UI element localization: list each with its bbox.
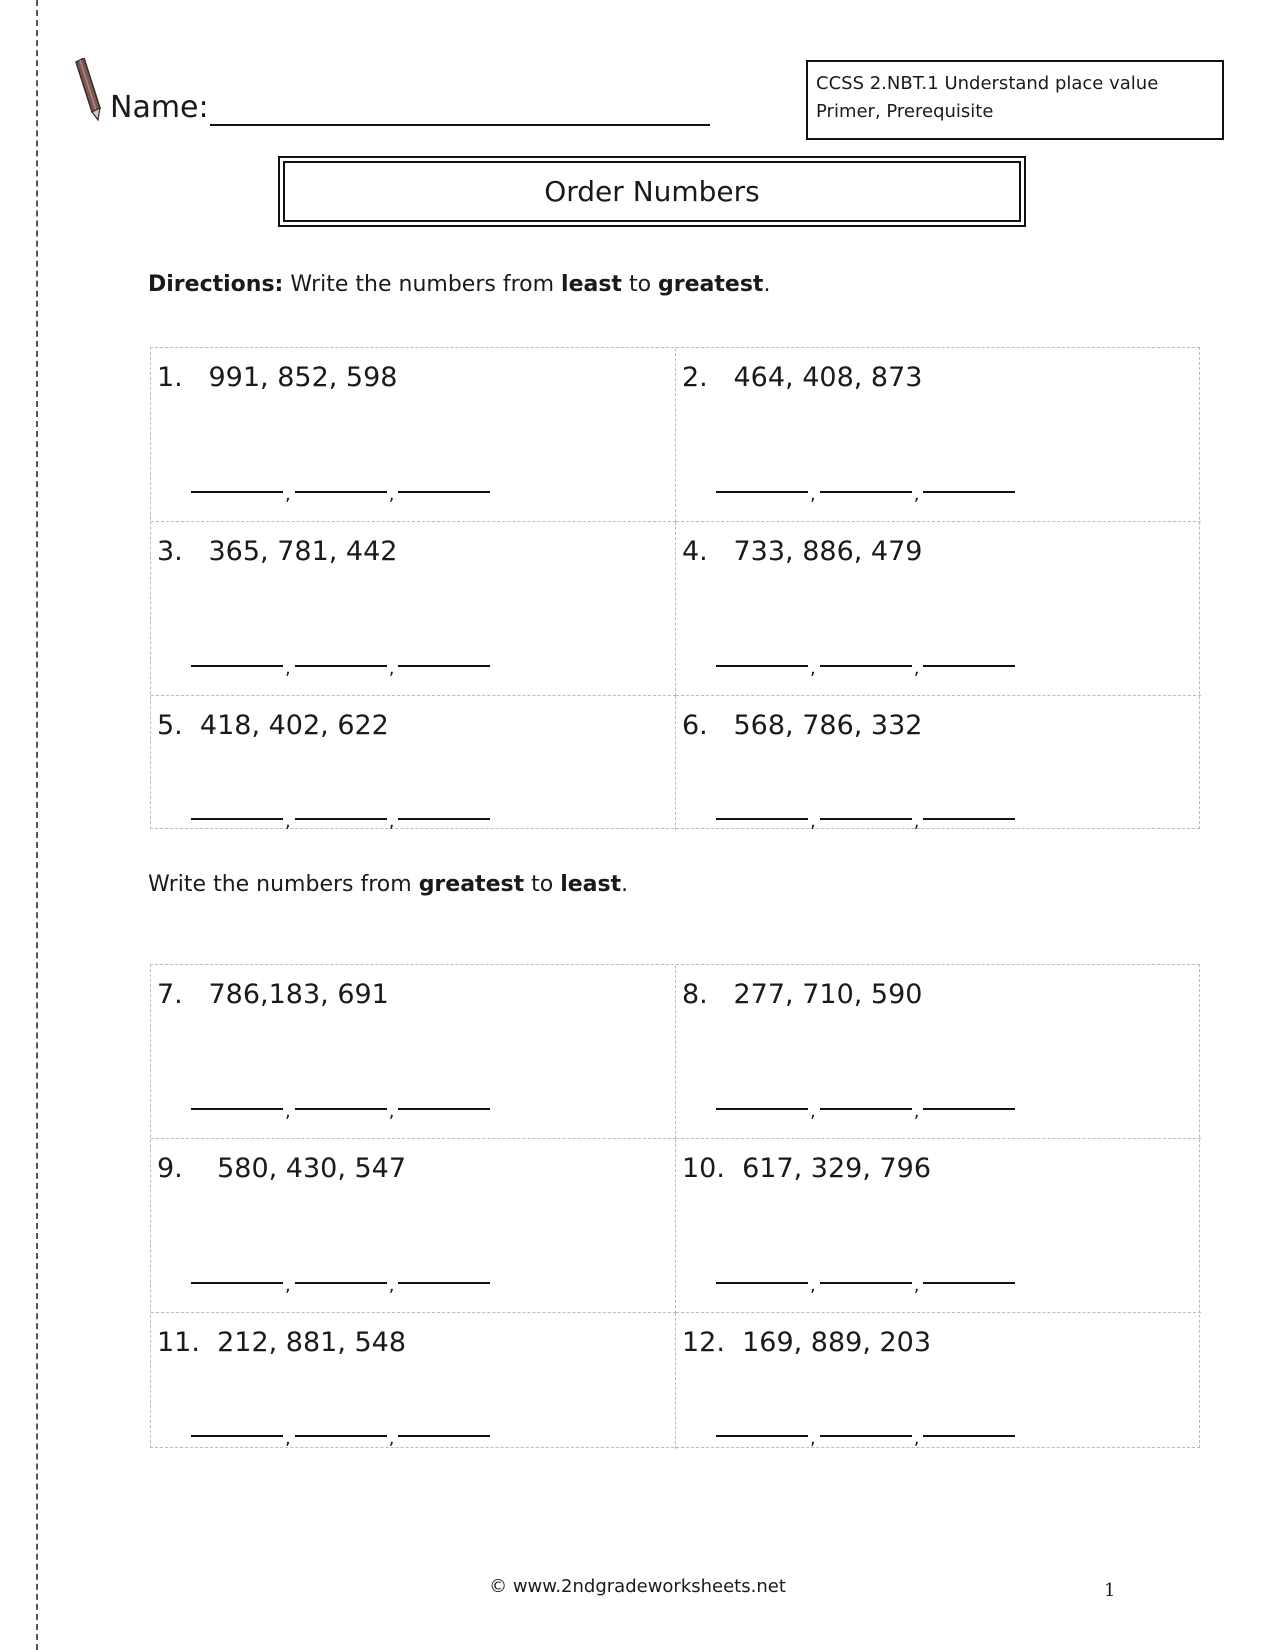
answer-blanks	[191, 808, 490, 832]
footer-copyright: © www.2ndgradeworksheets.net	[489, 1576, 786, 1597]
answer-blank[interactable]	[295, 489, 387, 493]
comma: ,	[913, 1275, 920, 1296]
answer-blank[interactable]	[923, 1433, 1015, 1437]
directions-least: least	[561, 272, 622, 297]
answer-blank[interactable]	[295, 1433, 387, 1437]
answer-blank[interactable]	[820, 1280, 912, 1284]
answer-blank[interactable]	[923, 816, 1015, 820]
instruction2-greatest: greatest	[418, 872, 525, 897]
comma: ,	[285, 484, 291, 505]
answer-blank[interactable]	[295, 1280, 387, 1284]
comma: ,	[285, 1101, 291, 1122]
comma: ,	[285, 1275, 291, 1296]
answer-blanks	[716, 1098, 1015, 1122]
name-label: Name:	[110, 90, 209, 125]
answer-blanks	[716, 808, 1015, 832]
directions-greatest: greatest	[658, 272, 764, 297]
page-number: 1	[1104, 1580, 1116, 1601]
answer-blanks	[191, 1272, 490, 1296]
problem-cell	[676, 522, 1201, 696]
comma: ,	[913, 484, 920, 505]
problem-text: 5. 418, 402, 622	[157, 710, 389, 741]
instruction2-text: Write the numbers from	[148, 872, 419, 897]
directions-to: to	[621, 272, 659, 297]
directions-period: .	[763, 272, 771, 297]
problem-text: 2. 464, 408, 873	[682, 362, 923, 393]
answer-blank[interactable]	[820, 1433, 912, 1437]
answer-blanks	[716, 481, 1015, 505]
answer-blanks	[191, 1425, 490, 1449]
comma: ,	[388, 811, 395, 832]
answer-blank[interactable]	[295, 663, 387, 667]
problem-cell	[151, 348, 676, 522]
problem-cell	[676, 965, 1201, 1139]
comma: ,	[913, 1101, 920, 1122]
answer-blank[interactable]	[716, 663, 808, 667]
instruction2-least: least	[560, 872, 622, 897]
answer-blank[interactable]	[923, 663, 1015, 667]
comma: ,	[913, 1428, 920, 1449]
comma: ,	[810, 658, 816, 679]
answer-blank[interactable]	[398, 1280, 490, 1284]
answer-blank[interactable]	[398, 1106, 490, 1110]
standard-line-2: Primer, Prerequisite	[816, 101, 994, 122]
comma: ,	[285, 811, 291, 832]
answer-blank[interactable]	[923, 489, 1015, 493]
answer-blank[interactable]	[716, 489, 808, 493]
comma: ,	[810, 811, 816, 832]
name-write-line[interactable]	[210, 124, 710, 126]
page-title: Order Numbers	[283, 161, 1021, 222]
comma: ,	[285, 658, 291, 679]
answer-blank[interactable]	[191, 816, 283, 820]
answer-blank[interactable]	[716, 1280, 808, 1284]
problem-text: 7. 786,183, 691	[157, 979, 389, 1010]
answer-blanks	[716, 1425, 1015, 1449]
standard-line-1: CCSS 2.NBT.1 Understand place value	[816, 73, 1159, 94]
answer-blank[interactable]	[398, 663, 490, 667]
answer-blanks	[191, 1098, 490, 1122]
directions-text: Write the numbers from	[283, 272, 562, 297]
answer-blank[interactable]	[820, 816, 912, 820]
answer-blank[interactable]	[923, 1106, 1015, 1110]
instruction-greatest-to-least	[148, 872, 628, 897]
problem-text: 3. 365, 781, 442	[157, 536, 398, 567]
comma: ,	[913, 811, 920, 832]
standard-box	[806, 60, 1224, 140]
answer-blank[interactable]	[716, 816, 808, 820]
answer-blanks	[716, 655, 1015, 679]
problem-text: 9. 580, 430, 547	[157, 1153, 407, 1184]
answer-blanks	[191, 655, 490, 679]
comma: ,	[810, 1101, 816, 1122]
answer-blank[interactable]	[191, 489, 283, 493]
answer-blank[interactable]	[191, 1433, 283, 1437]
margin-dashed-line	[36, 0, 38, 1650]
comma: ,	[388, 1275, 395, 1296]
comma: ,	[810, 1275, 816, 1296]
comma: ,	[913, 658, 920, 679]
problem-cell	[151, 1313, 676, 1449]
problem-text: 6. 568, 786, 332	[682, 710, 923, 741]
problem-cell	[676, 1313, 1201, 1449]
answer-blank[interactable]	[923, 1280, 1015, 1284]
comma: ,	[388, 1428, 395, 1449]
problem-text: 12. 169, 889, 203	[682, 1327, 932, 1358]
problems-grid-1	[150, 347, 1200, 832]
answer-blank[interactable]	[398, 816, 490, 820]
answer-blank[interactable]	[820, 1106, 912, 1110]
title-box	[278, 156, 1026, 227]
problem-cell	[676, 1139, 1201, 1313]
problem-text: 11. 212, 881, 548	[157, 1327, 407, 1358]
problem-cell	[151, 1139, 676, 1313]
problem-text: 10. 617, 329, 796	[682, 1153, 932, 1184]
problem-cell	[151, 965, 676, 1139]
answer-blank[interactable]	[191, 1106, 283, 1110]
instruction2-period: .	[621, 872, 629, 897]
comma: ,	[285, 1428, 291, 1449]
comma: ,	[810, 484, 816, 505]
answer-blanks	[716, 1272, 1015, 1296]
answer-blank[interactable]	[398, 1433, 490, 1437]
answer-blank[interactable]	[398, 489, 490, 493]
problem-text: 1. 991, 852, 598	[157, 362, 398, 393]
comma: ,	[388, 484, 395, 505]
pencil-icon	[70, 58, 104, 122]
problem-cell	[676, 696, 1201, 830]
answer-blank[interactable]	[716, 1433, 808, 1437]
answer-blank[interactable]	[191, 663, 283, 667]
problem-text: 4. 733, 886, 479	[682, 536, 923, 567]
problem-cell	[151, 522, 676, 696]
answer-blank[interactable]	[295, 1106, 387, 1110]
answer-blank[interactable]	[716, 1106, 808, 1110]
answer-blank[interactable]	[820, 489, 912, 493]
comma: ,	[388, 658, 395, 679]
problems-grid-2	[150, 964, 1200, 1448]
answer-blank[interactable]	[820, 663, 912, 667]
answer-blanks	[191, 481, 490, 505]
problem-text: 8. 277, 710, 590	[682, 979, 923, 1010]
problem-cell	[676, 348, 1201, 522]
instruction2-to: to	[524, 872, 561, 897]
comma: ,	[388, 1101, 395, 1122]
answer-blank[interactable]	[295, 816, 387, 820]
directions-label: Directions:	[148, 272, 284, 297]
comma: ,	[810, 1428, 816, 1449]
problem-cell	[151, 696, 676, 830]
directions	[148, 272, 770, 297]
answer-blank[interactable]	[191, 1280, 283, 1284]
